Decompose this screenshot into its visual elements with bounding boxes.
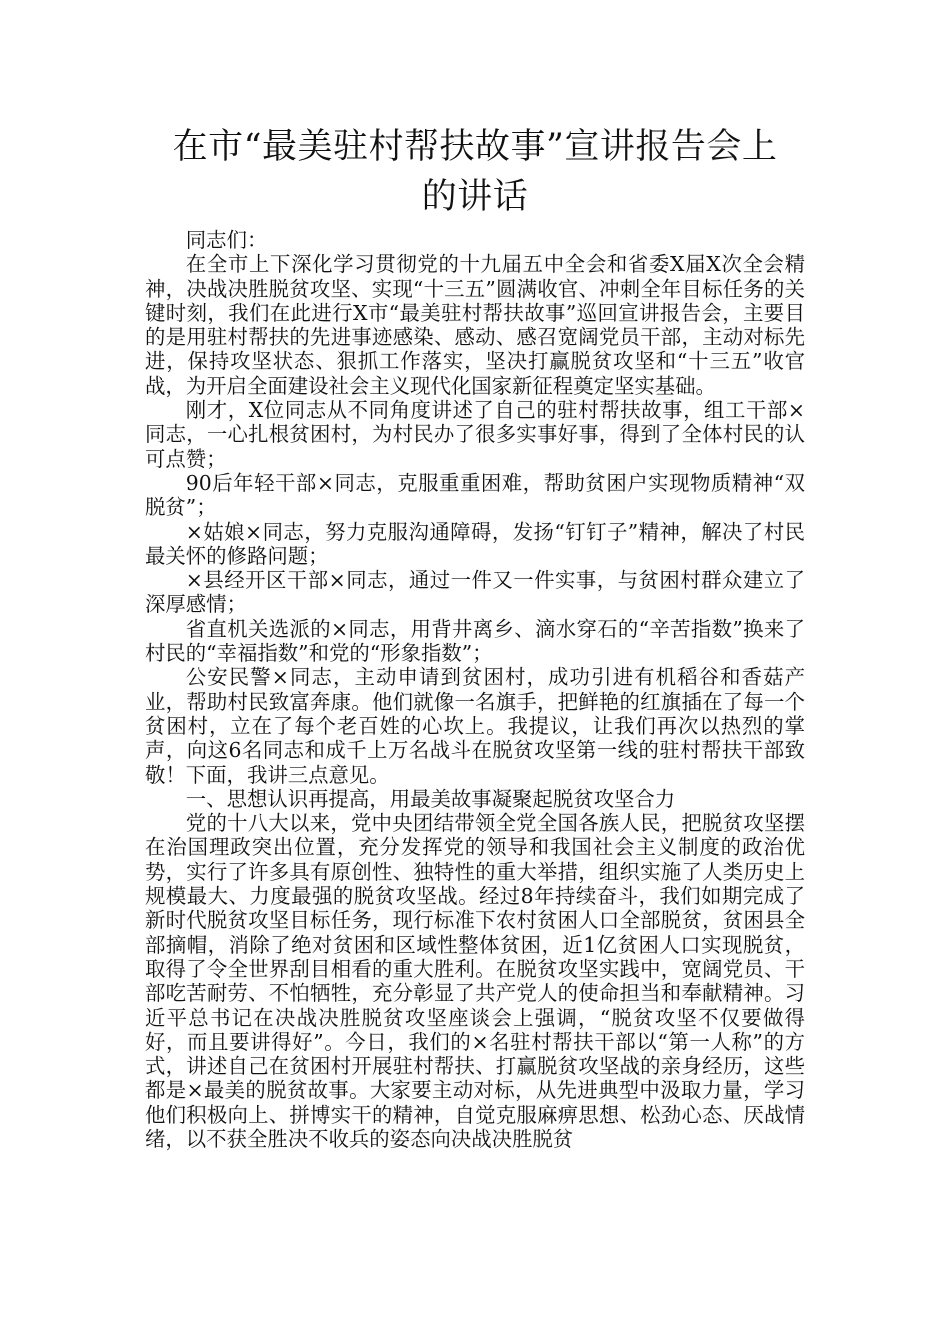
section-heading: 一、思想认识再提高，用最美故事凝聚起脱贫攻坚合力 bbox=[185, 786, 676, 811]
paragraph: 在全市上下深化学习贯彻党的十九届五中全会和省委X届X次全会精神，决战决胜脱贫攻坚、实现“十三五”圆满收官、冲刺全年目标任务的关键时刻，我们在此进行X市“最美驻村帮扶故事”巡回宣讲报告会，主要目的是用驻村帮扶的先进事迹感染、感动、感召宽阔党员干部，主动对标先进，保持攻坚状态、狠抓工作落实，坚决打赢脱贫攻坚和“十三五”收官战，为开启全面建设社会主义现代化国家新征程奠定坚实基础。 bbox=[145, 252, 805, 398]
paragraph: 90后年轻干部×同志，克服重重困难，帮助贫困户实现物质精神“双脱贫”； bbox=[145, 470, 805, 520]
paragraph: 省直机关选派的×同志，用背井离乡、滴水穿石的“辛苦指数”换来了村民的“幸福指数”和党的“形象指数”； bbox=[145, 616, 805, 666]
paragraph: 公安民警×同志，主动申请到贫困村，成功引进有机稻谷和香菇产业，帮助村民致富奔康。他们就像一名旗手，把鲜艳的红旗插在了每一个贫困村，立在了每个老百姓的心坎上。我提议，让我们再次以热烈的掌声，向这6名同志和成千上万名战斗在脱贫攻坚第一线的驻村帮扶干部致敬！下面，我讲三点意见。 bbox=[145, 665, 805, 787]
document-title bbox=[145, 122, 805, 222]
section-paragraph: 党的十八大以来，党中央团结带领全党全国各族人民，把脱贫攻坚摆在治国理政突出位置，充分发挥党的领导和我国社会主义制度的政治优势，实行了许多具有原创性、独特性的重大举措，组织实施了人类历史上规模最大、力度最强的脱贫攻坚战。经过8年持续奋斗，我们如期完成了新时代脱贫攻坚目标任务，现行标准下农村贫困人口全部脱贫，贫困县全部摘帽，消除了绝对贫困和区域性整体贫困，近1亿贫困人口实现脱贫，取得了令全世界刮目相看的重大胜利。在脱贫攻坚实践中，宽阔党员、干部吃苦耐劳、不怕牺牲，充分彰显了共产党人的使命担当和奉献精神。习近平总书记在决战决胜脱贫攻坚座谈会上强调，“脱贫攻坚不仅要做得好，而且要讲得好”。今日，我们的×名驻村帮扶干部以“第一人称”的方式，讲述自己在贫困村开展驻村帮扶、打赢脱贫攻坚战的亲身经历，这些都是×最美的脱贫故事。大家要主动对标，从先进典型中汲取力量，学习他们积极向上、拼博实干的精神，自觉克服麻痹思想、松劲心态、厌战情绪，以不获全胜决不收兵的姿态向决战决胜脱贫 bbox=[145, 811, 805, 1151]
document-body bbox=[145, 228, 805, 1151]
title-line-2: 的讲话 bbox=[421, 177, 529, 217]
paragraph: ×县经开区干部×同志，通过一件又一件实事，与贫困村群众建立了深厚感情； bbox=[145, 568, 805, 617]
title-line-1: 在市“最美驻村帮扶故事”宣讲报告会上 bbox=[172, 127, 778, 167]
paragraph: 刚才，X位同志从不同角度讲述了自己的驻村帮扶故事，组工干部×同志，一心扎根贫困村，为村民办了很多实事好事，得到了全体村民的认可点赞； bbox=[145, 398, 805, 471]
paragraph: ×姑娘×同志，努力克服沟通障碍，发扬“钉钉子”精神，解决了村民最关怀的修路问题； bbox=[145, 519, 805, 568]
salutation: 同志们： bbox=[185, 228, 268, 252]
